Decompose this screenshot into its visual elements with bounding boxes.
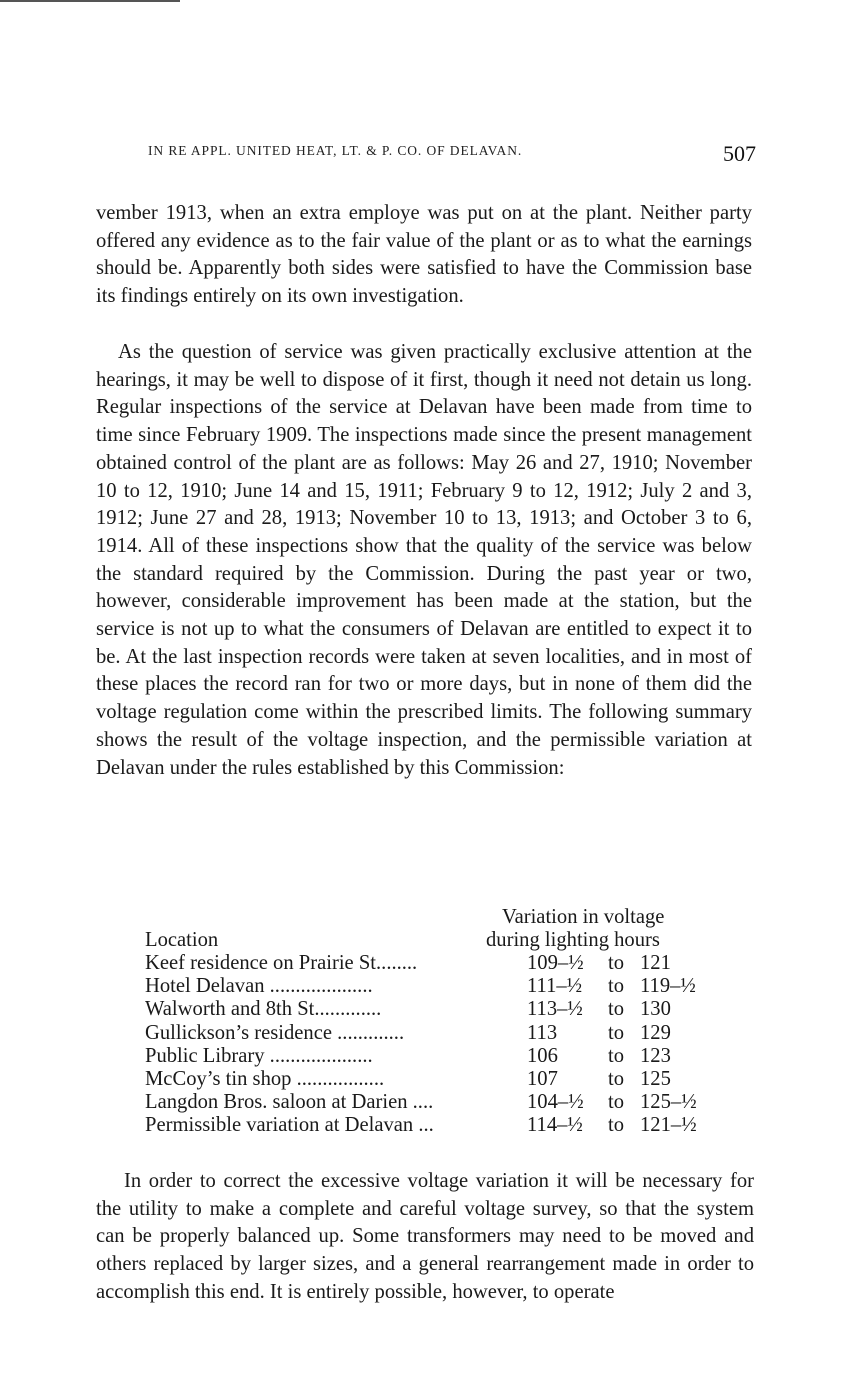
- table-row: [145, 1068, 715, 1091]
- row-low: 111–½: [527, 975, 583, 998]
- row-location: Walworth and 8th St.............: [145, 998, 382, 1021]
- row-high: 129: [640, 1021, 671, 1044]
- row-location: Langdon Bros. saloon at Darien ....: [145, 1091, 434, 1114]
- table-row: [145, 975, 715, 998]
- paragraph-correction: In order to correct the excessive voltage variation it will be necessary for the utility to make a complete and careful voltage survey, so that the system can be properly balanced up. Some transformers may need to be moved and others replaced by larger sizes, and a general rearrangement made in order to accomplish this end. It is entirely possible, however, to operate: [96, 1170, 754, 1303]
- row-to: to: [608, 1021, 625, 1044]
- header-variation: Variation in voltage: [502, 906, 665, 928]
- row-high: 119–½: [640, 975, 696, 998]
- table-row: [145, 1091, 715, 1114]
- row-location: McCoy’s tin shop .................: [145, 1067, 385, 1090]
- table-row: [145, 1045, 715, 1068]
- row-to: to: [608, 1044, 625, 1067]
- row-to: to: [608, 1091, 625, 1114]
- table-row: [145, 952, 715, 975]
- row-high: 121–½: [640, 1114, 697, 1137]
- top-edge-rule: [0, 0, 180, 2]
- table-row: [145, 998, 715, 1021]
- row-to: to: [608, 975, 625, 998]
- row-low: 113–½: [527, 998, 583, 1021]
- row-to: to: [608, 952, 625, 974]
- row-to: to: [608, 1114, 625, 1137]
- row-low: 113: [527, 1021, 558, 1044]
- row-high: 125: [640, 1067, 671, 1090]
- voltage-table: [145, 906, 715, 1138]
- row-high: 125–½: [640, 1091, 697, 1114]
- page-number: 507: [723, 141, 756, 166]
- table-row: [145, 1114, 715, 1137]
- paragraph-continuation: vember 1913, when an extra employe was put on at the plant. Neither party offered any evidence as to the fair value of the plant or as to what the earnings should be. Apparently both sides were satisfied to have the Commission base its findings entirely on its own investigation.: [96, 202, 752, 308]
- row-low: 114–½: [527, 1114, 583, 1137]
- running-title: IN RE APPL. UNITED HEAT, LT. & P. CO. OF DELAVAN.: [148, 143, 523, 158]
- table-row: [145, 1022, 715, 1045]
- paragraph-service: As the question of service was given practically exclusive attention at the hearings, it may be well to dispose of it first, though it need not detain us long. Regular inspections of the service at Delavan have been made from time to time since February 1909. The inspections made since the present management obtained control of the plant are as follows: May 26 and 27, 1910; November 10 to 12, 1910; June 14 and 15, 1911; February 9 to 12, 1912; July 2 and 3, 1912; June 27 and 28, 1913; November 10 to 13, 1913; and October 3 to 6, 1914. All of these inspections show that the quality of the service was below the standard required by the Commission. During the past year or two, however, considerable improvement has been made at the station, but the service is not up to what the consumers of Delavan are entitled to expect it to be. At the last inspection records were taken at seven localities, and in most of these places the record ran for two or more days, but in none of them did the voltage regulation come within the prescribed limits. The following summary shows the result of the voltage inspection, and the permissible variation at Delavan under the rules established by this Commission:: [96, 341, 752, 779]
- row-low: 109–½: [527, 952, 584, 974]
- header-location: Location: [145, 929, 219, 951]
- row-location: Keef residence on Prairie St........: [145, 952, 418, 974]
- row-location: Gullickson’s residence .............: [145, 1021, 405, 1044]
- row-high: 130: [640, 998, 671, 1021]
- row-low: 107: [527, 1067, 558, 1090]
- row-low: 106: [527, 1044, 558, 1067]
- row-location: Public Library ....................: [145, 1044, 373, 1067]
- row-location: Hotel Delavan ....................: [145, 975, 373, 998]
- voltage-table-header: [145, 906, 715, 952]
- running-header: [148, 143, 756, 173]
- row-low: 104–½: [527, 1091, 584, 1114]
- row-high: 121: [640, 952, 671, 974]
- header-during: during lighting hours: [486, 929, 660, 951]
- row-location: Permissible variation at Delavan ...: [145, 1114, 434, 1137]
- row-to: to: [608, 1067, 625, 1090]
- row-to: to: [608, 998, 625, 1021]
- row-high: 123: [640, 1044, 671, 1067]
